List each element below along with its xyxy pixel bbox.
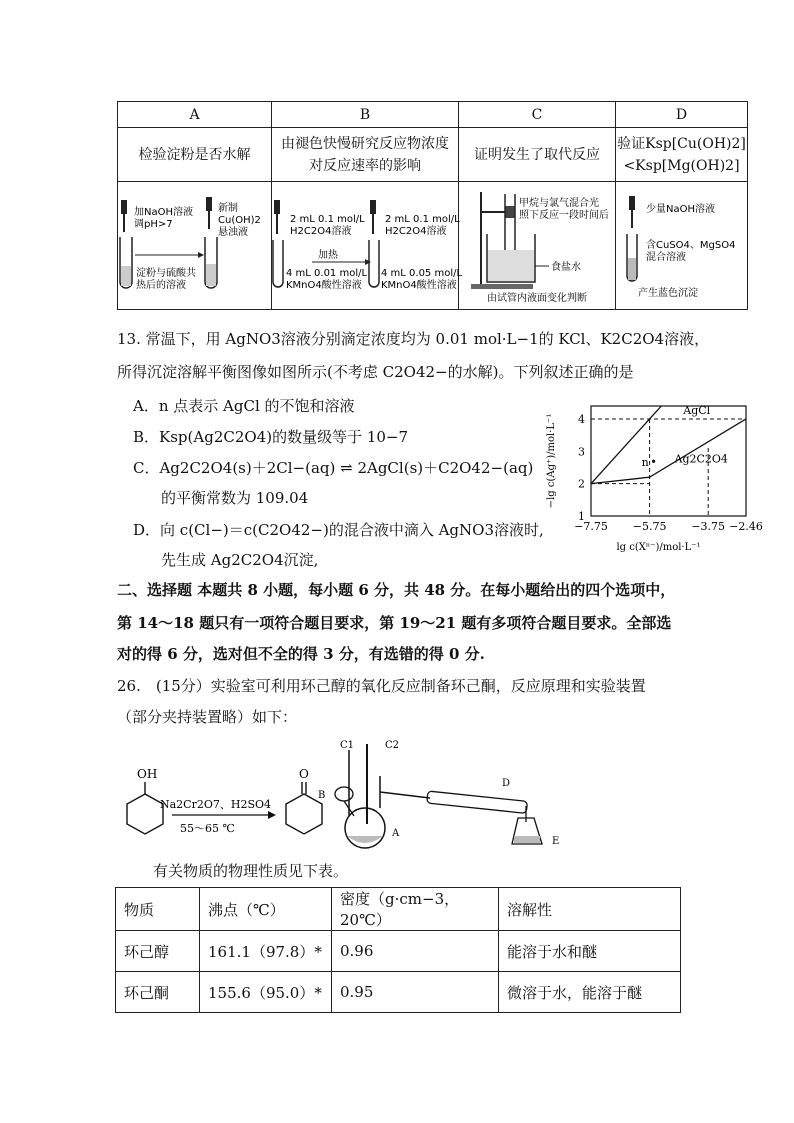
label-a: A xyxy=(392,828,400,839)
table-row xyxy=(116,972,681,1013)
x-tick-label: −3.75 xyxy=(691,520,726,533)
x-tick-label: −2.46 xyxy=(729,520,763,533)
q13-option-d-2: 先生成 Ag2C2O4沉淀, xyxy=(161,551,319,569)
fig-b-label-1: 2 mL 0.1 mol/L xyxy=(290,214,365,225)
y-tick-label: 3 xyxy=(578,445,585,459)
o-label: O xyxy=(299,767,309,781)
fig-a-label-6: 淀粉与硫酸共 xyxy=(136,268,196,279)
desc-c: 证明发生了取代反应 xyxy=(459,128,616,182)
col-header-c: C xyxy=(459,102,616,128)
fig-b-label-9: KMnO4酸性溶液 xyxy=(381,280,457,291)
fig-a-label-4: Cu(OH)2 xyxy=(218,215,261,226)
header-substance: 物质 xyxy=(116,888,200,931)
y-tick-label: 4 xyxy=(578,412,585,426)
cell-density: 0.95 xyxy=(332,972,499,1013)
col-header-a: A xyxy=(118,102,272,128)
fig-c-label-1: 甲烷与氯气混合光 xyxy=(519,198,599,209)
fig-d-label-1: 少量NaOH溶液 xyxy=(646,204,715,215)
y-tick-label: 2 xyxy=(578,477,585,491)
y-axis-label: −lg c(Ag⁺)/mol·L⁻¹ xyxy=(546,413,557,509)
q26-line-1: 26. (15分）实验室可利用环己醇的氧化反应制备环己酮，反应原理和实验装置 xyxy=(117,677,646,695)
reagent-label: Na2Cr2O7、H2SO4 xyxy=(160,798,272,811)
label-e: E xyxy=(552,836,560,847)
q13-option-b: B．Ksp(Ag2C2O4)的数量级等于 10−7 xyxy=(133,428,409,446)
properties-table xyxy=(115,887,681,1013)
label-c1: C1 xyxy=(340,740,355,751)
fig-a-label-1: 加NaOH溶液 xyxy=(134,207,193,218)
series-label-ag2c2o4: Ag2C2O4 xyxy=(674,452,728,466)
figure-a-drawing xyxy=(118,182,271,309)
y-tick-label: 1 xyxy=(578,510,585,523)
header-solubility: 溶解性 xyxy=(499,888,681,931)
fig-d-label-2: 含CuSO4、MgSO4 xyxy=(646,240,736,251)
fig-d-label-4: 产生蓝色沉淀 xyxy=(638,288,698,299)
x-tick-label: −7.75 xyxy=(574,520,608,533)
label-c2: C2 xyxy=(385,740,400,751)
q26-reaction-scheme xyxy=(110,736,580,848)
table-header-row xyxy=(116,888,681,931)
q13-option-a: A．n 点表示 AgCl 的不饱和溶液 xyxy=(133,397,355,415)
q13-option-c-2: 的平衡常数为 109.04 xyxy=(161,489,309,507)
figure-c xyxy=(459,182,616,310)
section2-line-1: 二、选择题 本题共 8 小题，每小题 6 分，共 48 分。在每小题给出的四个选项中， xyxy=(117,581,676,599)
fig-b-label-8: 4 mL 0.05 mol/L xyxy=(381,268,463,279)
col-header-b: B xyxy=(272,102,459,128)
fig-a-label-2: 调pH>7 xyxy=(134,219,173,230)
figure-d-drawing xyxy=(616,182,747,309)
desc-b: 由褪色快慢研究反应物浓度对反应速率的影响 xyxy=(272,128,459,182)
fig-c-label-2: 照下反应一段时间后 xyxy=(519,210,609,221)
fig-b-label-7: KMnO4酸性溶液 xyxy=(286,280,362,291)
fig-a-label-3: 新制 xyxy=(218,203,238,214)
fig-b-label-5: 加热 xyxy=(318,250,338,261)
q26-line-2: （部分夹持装置略）如下： xyxy=(117,708,298,726)
header-boiling-point: 沸点（℃） xyxy=(200,888,332,931)
series-label-agcl: AgCl xyxy=(683,404,711,418)
cell-solubility: 微溶于水，能溶于醚 xyxy=(499,972,681,1013)
series-line-ag2c2o4 xyxy=(591,419,746,484)
figure-b xyxy=(272,182,463,310)
figure-b-drawing xyxy=(272,182,463,309)
section2-line-3: 对的得 6 分，选对但不全的得 3 分，有选错的得 0 分. xyxy=(117,645,485,663)
fig-d-label-3: 混合溶液 xyxy=(646,252,686,263)
fig-a-label-7: 热后的溶液 xyxy=(136,280,186,291)
series-line-agcl xyxy=(591,406,661,484)
fig-b-label-4: H2C2O4溶液 xyxy=(385,226,447,237)
label-d: D xyxy=(502,778,511,789)
desc-a: 检验淀粉是否水解 xyxy=(118,128,272,182)
header-density: 密度（g·cm−3，20℃） xyxy=(332,888,499,931)
q13-line-1: 13. 常温下，用 AgNO3溶液分别滴定浓度均为 0.01 mol·L−1的 KCl、K2C2O4溶液， xyxy=(117,330,710,348)
cell-solubility: 能溶于水和醚 xyxy=(499,931,681,972)
x-axis-label: lg c(Xⁿ⁻)/mol·L⁻¹ xyxy=(616,542,701,553)
oh-label: OH xyxy=(137,767,158,781)
section2-line-2: 第 14～18 题只有一项符合题目要求，第 19～21 题有多项符合题目要求。全部选 xyxy=(117,614,672,632)
figure-a xyxy=(118,182,272,310)
fig-c-label-4: 由试管内液面变化判断 xyxy=(487,293,587,304)
q12-options-table xyxy=(117,101,748,310)
table-intro: 有关物质的物理性质见下表。 xyxy=(153,862,349,880)
figure-d xyxy=(616,182,748,310)
cell-boiling-point: 161.1（97.8）* xyxy=(200,931,332,972)
cell-density: 0.96 xyxy=(332,931,499,972)
fig-a-label-5: 悬浊液 xyxy=(218,227,248,238)
table-row xyxy=(116,931,681,972)
condition-label: 55～65 ℃ xyxy=(180,822,235,835)
point-n xyxy=(652,460,655,463)
x-tick-label: −5.75 xyxy=(632,520,667,533)
label-b: B xyxy=(318,790,326,801)
figure-c-drawing xyxy=(459,182,615,309)
fig-b-label-2: H2C2O4溶液 xyxy=(290,226,352,237)
fig-b-label-6: 4 mL 0.01 mol/L xyxy=(286,268,368,279)
cell-boiling-point: 155.6（95.0）* xyxy=(200,972,332,1013)
q13-solubility-chart xyxy=(536,398,763,566)
desc-d: 验证Ksp[Cu(OH)2] <Ksp[Mg(OH)2] xyxy=(616,128,748,182)
col-header-d: D xyxy=(616,102,748,128)
fig-c-label-3: 食盐水 xyxy=(551,262,581,273)
fig-b-label-3: 2 mL 0.1 mol/L xyxy=(385,214,460,225)
cell-substance: 环己醇 xyxy=(116,931,200,972)
point-n-label: n xyxy=(641,456,649,470)
q13-option-c-1: C．Ag2C2O4(s)＋2Cl−(aq) ⇌ 2AgCl(s)＋C2O42−(aq) xyxy=(133,459,534,477)
cell-substance: 环己酮 xyxy=(116,972,200,1013)
q13-line-2: 所得沉淀溶解平衡图像如图所示(不考虑 C2O42−的水解)。下列叙述正确的是 xyxy=(117,363,634,381)
q13-option-d-1: D．向 c(Cl−)＝c(C2O42−)的混合液中滴入 AgNO3溶液时, xyxy=(133,521,544,539)
